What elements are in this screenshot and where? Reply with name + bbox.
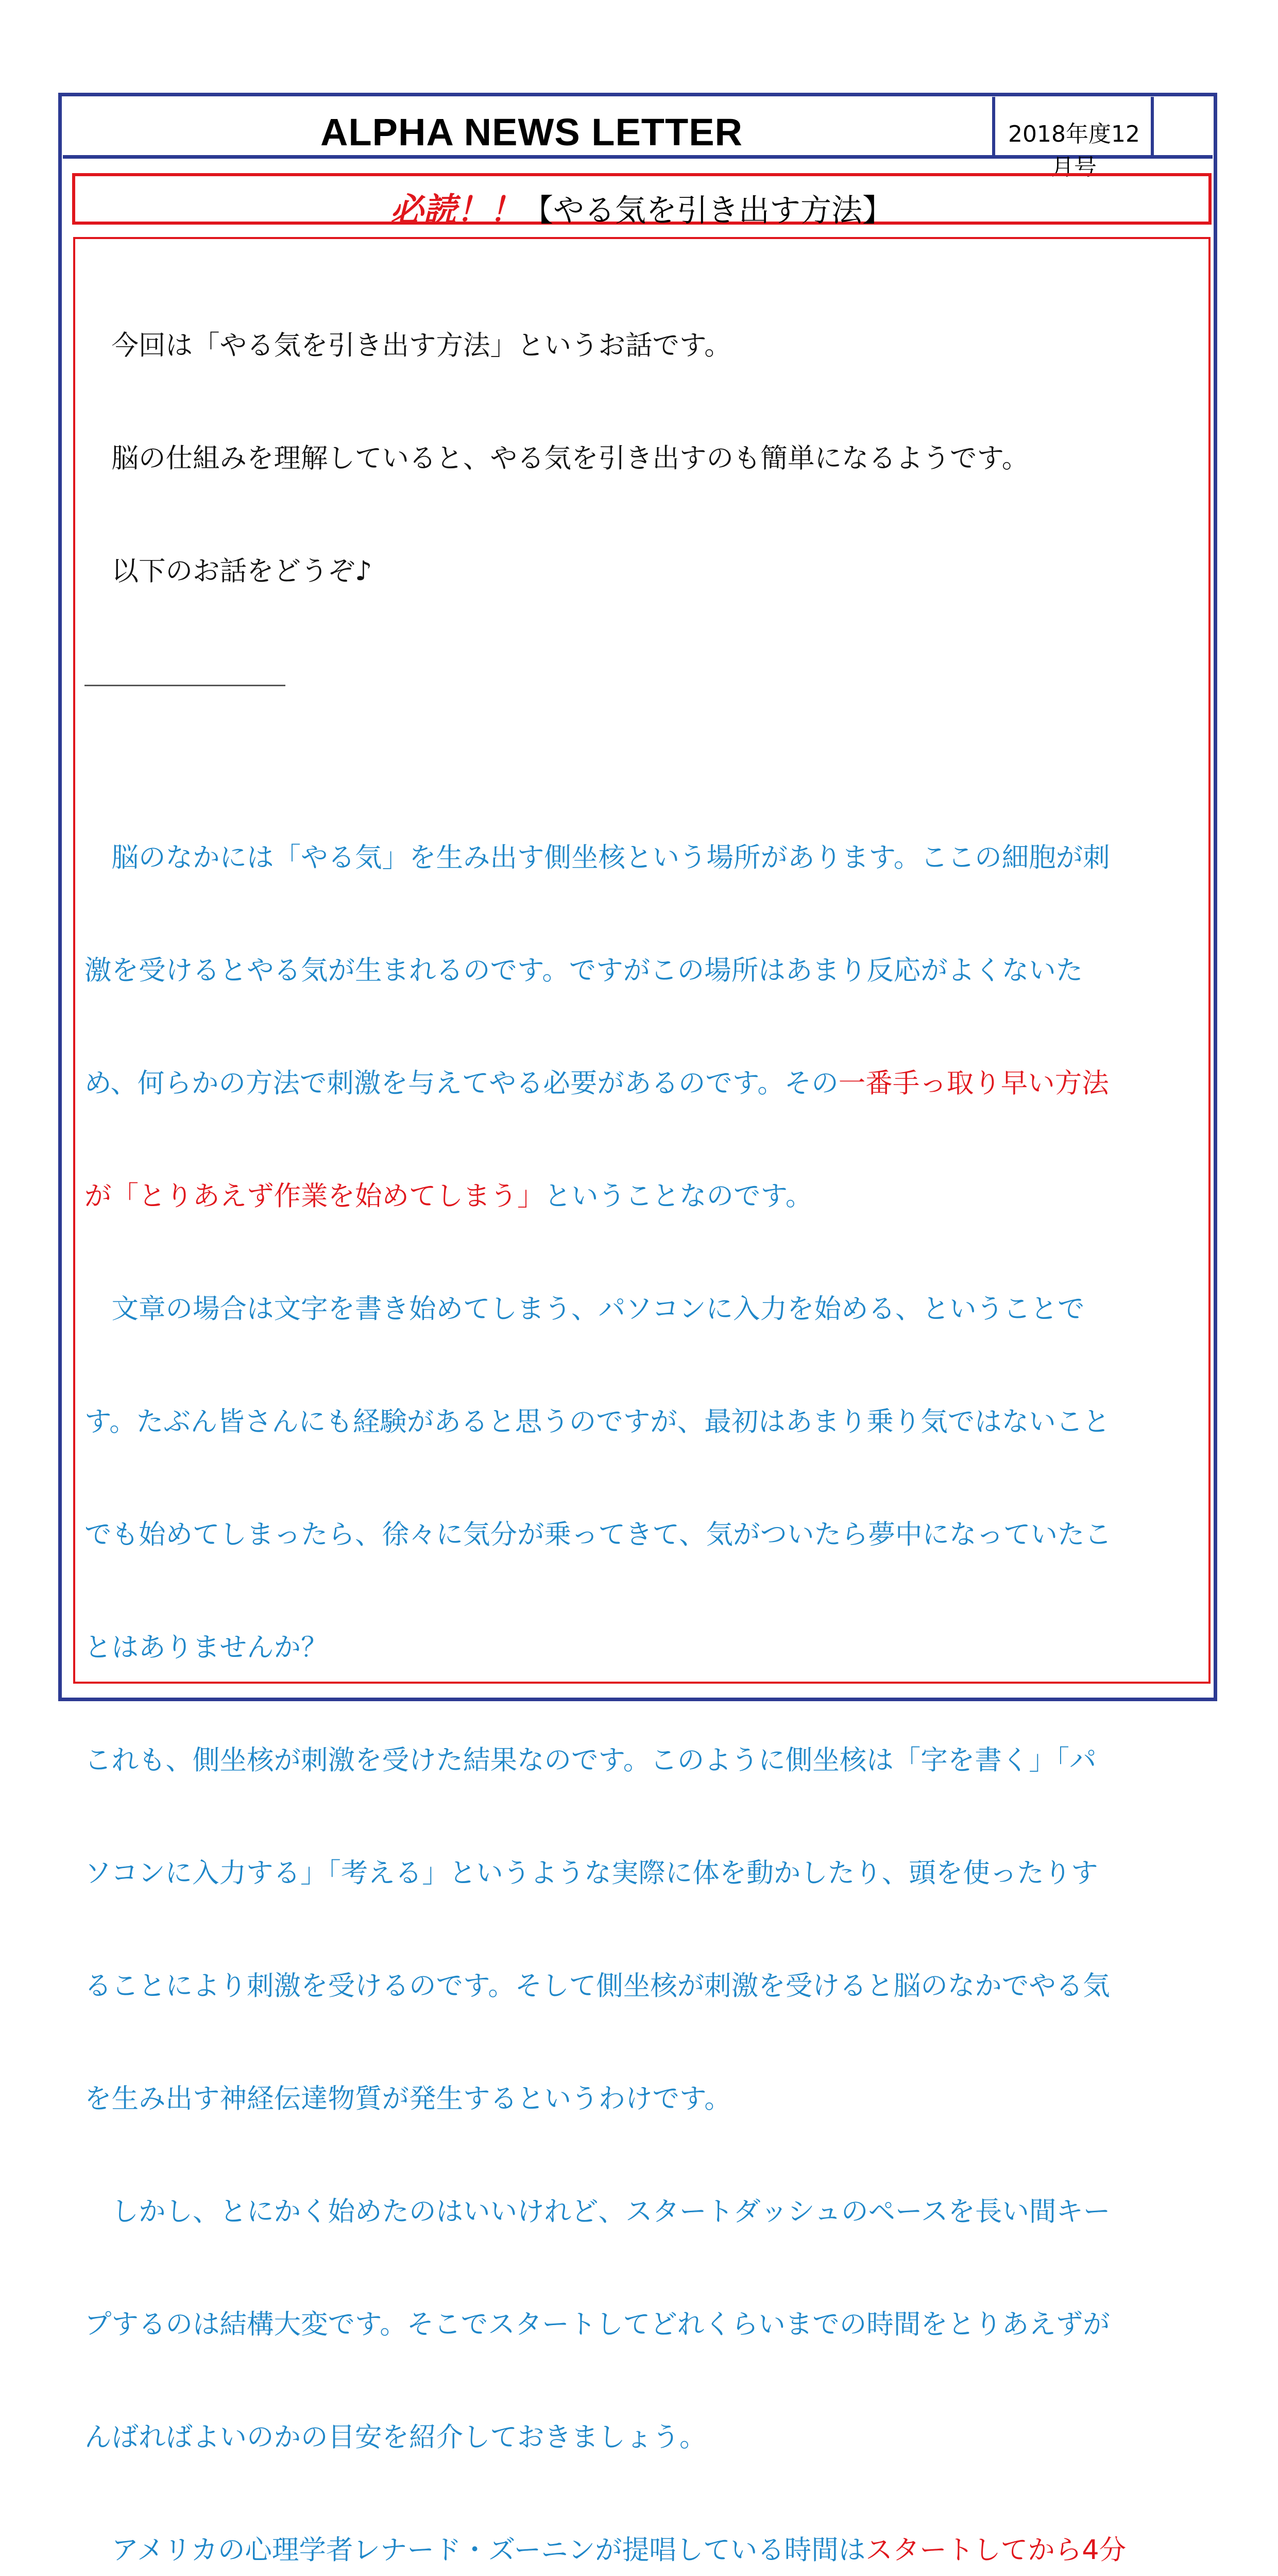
quote-line xyxy=(84,1177,1197,1215)
intro-line: 以下のお話をどうぞ♪ xyxy=(84,555,372,587)
quote-line: す。たぶん皆さんにも経験があると思うのですが、最初はあまり乗り気ではないこと xyxy=(84,1406,1110,1437)
quote-line: これも、側坐核が刺激を受けた結果なのです。このように側坐核は「字を書く」「パ xyxy=(84,1744,1097,1776)
quote-line xyxy=(84,1064,1197,1102)
quote-text: ということなのです。 xyxy=(544,1180,813,1212)
header-bar xyxy=(63,97,1213,180)
quote-line: プするのは結構大変です。そこでスタートしてどれくらいまでの時間をとりあえずが xyxy=(84,2309,1110,2340)
must-read-label: 必読！！ xyxy=(390,191,522,229)
highlight-text: が「とりあえず作業を始めてしまう」 xyxy=(84,1180,544,1212)
quote-line xyxy=(84,2531,1197,2569)
topic-heading xyxy=(75,183,1208,231)
header-divider xyxy=(1151,97,1154,159)
article-box xyxy=(73,237,1211,2566)
highlight-text: 一番手っ取り早い方法 xyxy=(838,1067,1109,1099)
intro-line: 脳の仕組みを理解していると、やる気を引き出すのも簡単になるようです。 xyxy=(84,443,1029,474)
quote-line: でも始めてしまったら、徐々に気分が乗ってきて、気がついたら夢中になっていたこ xyxy=(84,1519,1112,1550)
quote-line: んばればよいのかの目安を紹介しておきましょう。 xyxy=(84,2421,707,2453)
quote-line: 激を受けるとやる気が生まれるのです。ですがこの場所はあまり反応がよくないた xyxy=(84,955,1083,986)
topic-banner xyxy=(72,173,1212,229)
quote-line: ることにより刺激を受けるのです。そして側坐核が刺激を受けると脳のなかでやる気 xyxy=(84,1970,1110,2002)
highlight-text: スタートしてから4分 xyxy=(865,2534,1127,2566)
issue-label: 2018年度12月号 xyxy=(1008,121,1140,180)
newsletter-title: ALPHA NEWS LETTER xyxy=(320,111,743,154)
quote-line: を生み出す神経伝達物質が発生するというわけです。 xyxy=(84,2083,731,2114)
quote-line: ソコンに入力する」「考える」というような実際に体を動かしたり、頭を使ったりす xyxy=(84,1857,1098,1889)
quote-text: アメリカの心理学者レナード・ズーニンが提唱している時間は xyxy=(84,2534,866,2566)
quote-line: 脳のなかには「やる気」を生み出す側坐核という場所があります。ここの細胞が刺 xyxy=(84,842,1110,873)
topic-title: 【やる気を引き出す方法】 xyxy=(522,193,893,229)
header-divider xyxy=(992,97,995,159)
quote-line: 文章の場合は文字を書き始めてしまう、パソコンに入力を始める、ということで xyxy=(84,1293,1085,1325)
intro-line: 今回は「やる気を引き出す方法」というお話です。 xyxy=(84,330,731,361)
article-body xyxy=(84,251,1197,2576)
quote-line: しかし、とにかく始めたのはいいけれど、スタートダッシュのペースを長い間キー xyxy=(84,2196,1111,2227)
quote-line: とはありませんか？ xyxy=(84,1632,328,1663)
quoted-passage xyxy=(84,764,1197,2576)
quote-text: め、何らかの方法で刺激を与えてやる必要があるのです。その xyxy=(84,1067,839,1099)
divider-rule xyxy=(84,685,285,686)
